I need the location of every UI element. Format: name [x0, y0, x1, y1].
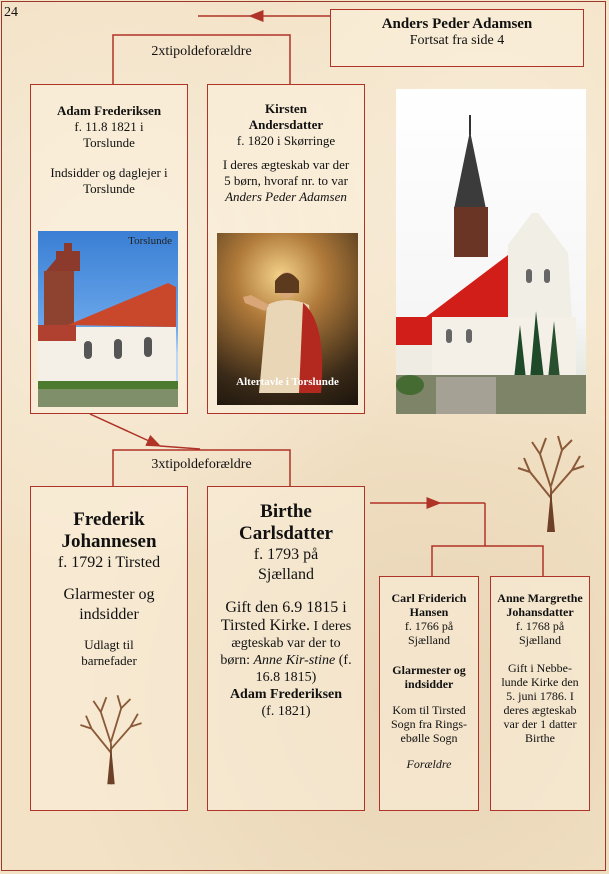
church-photo — [396, 89, 586, 414]
person-child-1-birth: (f. 16.8 1815) — [255, 653, 352, 685]
header-continued: Fortsat fra side 4 — [409, 33, 505, 48]
person-note: I deres ægteskab var der to børn: — [220, 619, 352, 668]
header-box — [330, 9, 584, 67]
person-name: Anne Margrethe Johansdatter — [497, 591, 583, 619]
tree-icon — [73, 687, 149, 787]
person-note: I deres ægteskab var der 5 børn, hvoraf nr. to var — [222, 157, 350, 188]
person-note-child: Anders Peder Adamsen — [225, 189, 347, 204]
person-relation: Forældre — [406, 757, 452, 771]
person-name: Birthe Carlsdatter — [239, 501, 333, 544]
photo-caption: Altertavle i Torslunde — [236, 376, 339, 388]
person-anne-margrethe-johansdatter — [490, 576, 590, 811]
person-birth: f. 1766 på Sjælland — [404, 619, 454, 647]
person-note: Udlagt til barnefader — [81, 637, 137, 668]
person-carl-friderich-hansen — [379, 576, 479, 811]
torslunde-church-photo — [38, 231, 178, 407]
person-note: Kom til Tirsted Sogn fra Rings-ebølle Sogn — [391, 703, 467, 745]
person-name: Adam Frederiksen — [56, 103, 162, 118]
altarpiece-photo — [217, 233, 358, 405]
generation-2-label: 2xtipoldeforældre — [151, 44, 252, 59]
person-birth: f. 1793 på Sjælland — [253, 546, 319, 583]
person-marriage: Gift den 6.9 1815 i Tirsted Kirke. — [220, 599, 347, 634]
person-birth: f. 11.8 1821 i Torslunde — [74, 119, 144, 150]
person-name: Kirsten Andersdatter — [248, 101, 324, 132]
person-adam-frederiksen — [30, 84, 188, 414]
person-occupation: Indsidder og daglejer i Torslunde — [50, 165, 168, 196]
photo-caption: Torslunde — [128, 235, 172, 247]
person-birth: f. 1820 i Skørringe — [236, 133, 336, 148]
generation-3-label: 3xtipoldeforældre — [151, 457, 252, 472]
page-number: 24 — [4, 5, 18, 20]
person-name: Frederik Johannesen — [61, 509, 157, 552]
person-child-2: Adam Frederiksen — [229, 687, 343, 702]
person-child-1: Anne Kir-stine — [253, 653, 336, 668]
person-birth: f. 1768 på Sjælland — [515, 619, 565, 647]
person-child-2-birth: (f. 1821) — [261, 704, 311, 719]
person-birthe-carlsdatter — [207, 486, 365, 811]
tree-icon — [510, 428, 592, 534]
person-occupation: Glarmester og indsidder — [392, 663, 466, 691]
person-kirsten-andersdatter — [207, 84, 365, 414]
person-frederik-johannesen — [30, 486, 188, 811]
person-birth: f. 1792 i Tirsted — [57, 554, 161, 571]
person-note: Gift i Nebbe-lunde Kirke den 5. juni 1786. I deres ægteskab var der 1 datter Birthe — [501, 661, 579, 745]
header-name: Anders Peder Adamsen — [381, 16, 533, 32]
person-occupation: Glarmester og indsidder — [63, 586, 155, 623]
person-name: Carl Friderich Hansen — [391, 591, 467, 619]
